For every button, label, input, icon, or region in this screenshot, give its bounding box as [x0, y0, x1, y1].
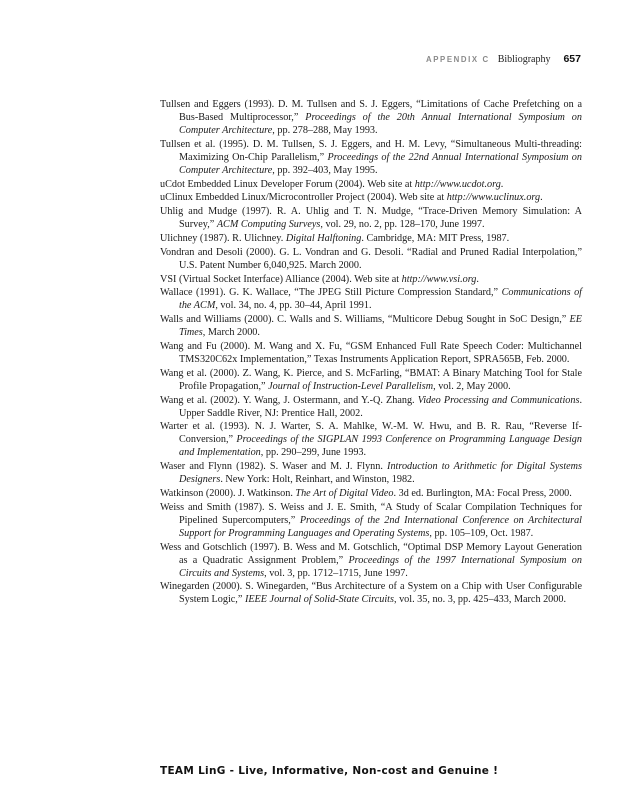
reference-text: uCdot Embedded Linux Developer Forum (2004). Web site at — [160, 178, 415, 190]
reference-text: Walls and Williams (2000). C. Walls and S. Williams, “Multicore Debug Sought in SoC Design,” — [160, 314, 570, 326]
reference-text: Warter et al. (1993). N. J. Warter, S. A. Mahlke, W.-M. W. Hwu, and B. R. Rau, “Reverse If-Conversion,” — [160, 421, 582, 446]
reference-text: Wang and Fu (2000). M. Wang and X. Fu, “GSM Enhanced Full Rate Speech Coder: Multichannel TMS320C62x Implementation,” Texas Instruments Application Report, SPRA565B, Feb. 2000. — [160, 340, 582, 365]
running-head-title: Bibliography — [497, 54, 551, 65]
reference-text: . Upper Saddle River, NJ: Prentice Hall, 2002. — [179, 394, 582, 419]
reference-text: Vondran and Desoli (2000). G. L. Vondran and G. Desoli. “Radial and Pruned Radial Interpolation,” U.S. Patent Number 6,040,925. March 2000. — [160, 246, 582, 271]
reference-entry — [160, 420, 582, 459]
reference-text: Winegarden (2000). S. Winegarden, “Bus Architecture of a System on a Chip with User Configurable System Logic,” — [160, 581, 582, 606]
reference-text: . 3d ed. Burlington, MA: Focal Press, 2000. — [393, 487, 572, 499]
reference-text: Ulichney (1987). R. Ulichney. — [160, 232, 286, 244]
reference-entry — [160, 246, 582, 272]
reference-entry — [160, 205, 582, 231]
reference-text: . — [476, 273, 479, 285]
reference-text: , pp. 278–288, May 1993. — [272, 125, 378, 136]
running-head — [426, 53, 581, 65]
reference-text: VSI (Virtual Socket Interface) Alliance (2004). Web site at — [160, 273, 402, 285]
reference-text: Tullsen and Eggers (1993). D. M. Tullsen and S. J. Eggers, “Limitations of Cache Prefetching on a Bus-Based Multiprocessor,” — [160, 99, 582, 123]
reference-entry — [160, 178, 582, 191]
reference-italic-title: http://www.ucdot.org — [414, 178, 501, 190]
reference-text: Waser and Flynn (1982). S. Waser and M. J. Flynn. — [160, 461, 388, 473]
reference-italic-title: Video Processing and Communications — [417, 394, 580, 406]
reference-text: Watkinson (2000). J. Watkinson. — [160, 487, 296, 499]
reference-italic-title: http://www.uclinux.org — [446, 192, 541, 204]
reference-entry — [160, 313, 582, 339]
reference-italic-title: Proceedings of the SIGPLAN 1993 Conference on Programming Language Design and Implementation — [179, 434, 582, 459]
reference-italic-title: EE Times — [179, 314, 582, 339]
reference-entry — [160, 286, 582, 312]
reference-italic-title: ACM Computing Surveys — [216, 219, 321, 231]
reference-italic-title: The Art of Digital Video — [295, 487, 394, 499]
reference-entry — [160, 487, 582, 500]
reference-text: . — [500, 178, 504, 190]
reference-italic-title: Proceedings of the 2nd International Conference on Architectural Support for Programming Languages and Operating Systems — [179, 514, 582, 539]
reference-italic-title: Proceedings of the 22nd Annual International Symposium on Computer Architecture — [179, 151, 582, 176]
reference-italic-title: Proceedings of the 20th Annual International Symposium on Computer Architecture — [179, 112, 582, 136]
reference-text: , March 2000. — [202, 327, 260, 339]
footer-banner: TEAM LinG - Live, Informative, Non-cost and Genuine ! — [160, 765, 499, 777]
reference-italic-title: Journal of Instruction-Level Parallelism — [268, 380, 434, 392]
reference-entry — [160, 580, 582, 606]
reference-italic-title: Digital Halftoning — [285, 232, 362, 244]
reference-text: , vol. 29, no. 2, pp. 128–170, June 1997. — [320, 219, 485, 231]
reference-text: Wess and Gotschlich (1997). B. Wess and M. Gotschlich, “Optimal DSP Memory Layout Generation as a Quadratic Assignment Problem,” — [160, 541, 582, 566]
reference-text: , vol. 3, pp. 1712–1715, June 1997. — [264, 567, 408, 579]
reference-text: , pp. 105–109, Oct. 1987. — [429, 527, 534, 539]
reference-entry — [160, 501, 582, 540]
reference-entry — [160, 367, 582, 393]
reference-text: , pp. 392–403, May 1995. — [272, 164, 378, 176]
reference-entry — [160, 98, 582, 137]
reference-text: , vol. 2, May 2000. — [433, 380, 511, 392]
reference-text: , vol. 35, no. 3, pp. 425–433, March 2000. — [393, 594, 567, 606]
reference-text: . Cambridge, MA: MIT Press, 1987. — [361, 232, 510, 244]
reference-text: , vol. 34, no. 4, pp. 30–44, April 1991. — [215, 300, 372, 312]
reference-text: , pp. 290–299, June 1993. — [260, 447, 367, 459]
reference-entry — [160, 541, 582, 580]
reference-italic-title: Introduction to Arithmetic for Digital Systems Designers — [179, 461, 582, 486]
reference-text: Weiss and Smith (1987). S. Weiss and J. E. Smith, “A Study of Scalar Compilation Techniques for Pipelined Supercomputers,” — [160, 501, 582, 526]
reference-text: Tullsen et al. (1995). D. M. Tullsen, S. J. Eggers, and H. M. Levy, “Simultaneous Multi-threading: Maximizing On-Chip Parallelism,” — [160, 138, 582, 163]
reference-text: Wang et al. (2002). Y. Wang, J. Ostermann, and Y.-Q. Zhang. — [160, 394, 418, 406]
reference-entry — [160, 232, 582, 245]
reference-entry — [160, 460, 582, 486]
reference-entry — [160, 273, 582, 286]
reference-italic-title: Proceedings of the 1997 International Symposium on Circuits and Systems — [179, 554, 582, 579]
reference-text: Wallace (1991). G. K. Wallace, “The JPEG Still Picture Compression Standard,” — [160, 287, 502, 299]
reference-entry — [160, 394, 582, 420]
reference-entry — [160, 191, 582, 204]
reference-entry — [160, 340, 582, 366]
page-number: 657 — [563, 53, 581, 65]
reference-text: Wang et al. (2000). Z. Wang, K. Pierce, and S. McFarling, “BMAT: A Binary Matching Tool for Stale Profile Propagation,” — [160, 367, 582, 392]
reference-italic-title: http://www.vsi.org — [401, 273, 477, 285]
reference-text: Uhlig and Mudge (1997). R. A. Uhlig and T. N. Mudge, “Trace-Driven Memory Simulation: A Survey,” — [160, 206, 582, 231]
reference-italic-title: Communications of the ACM — [179, 287, 583, 312]
reference-text: . New York: Holt, Reinhart, and Winston, 1982. — [220, 474, 415, 486]
reference-entry — [160, 138, 582, 177]
reference-list — [160, 98, 582, 607]
reference-italic-title: IEEE Journal of Solid-State Circuits — [244, 594, 394, 606]
reference-text: . — [540, 192, 543, 204]
running-head-section: APPENDIX C — [426, 55, 490, 64]
reference-text: uClinux Embedded Linux/Microcontroller Project (2004). Web site at — [160, 192, 447, 204]
